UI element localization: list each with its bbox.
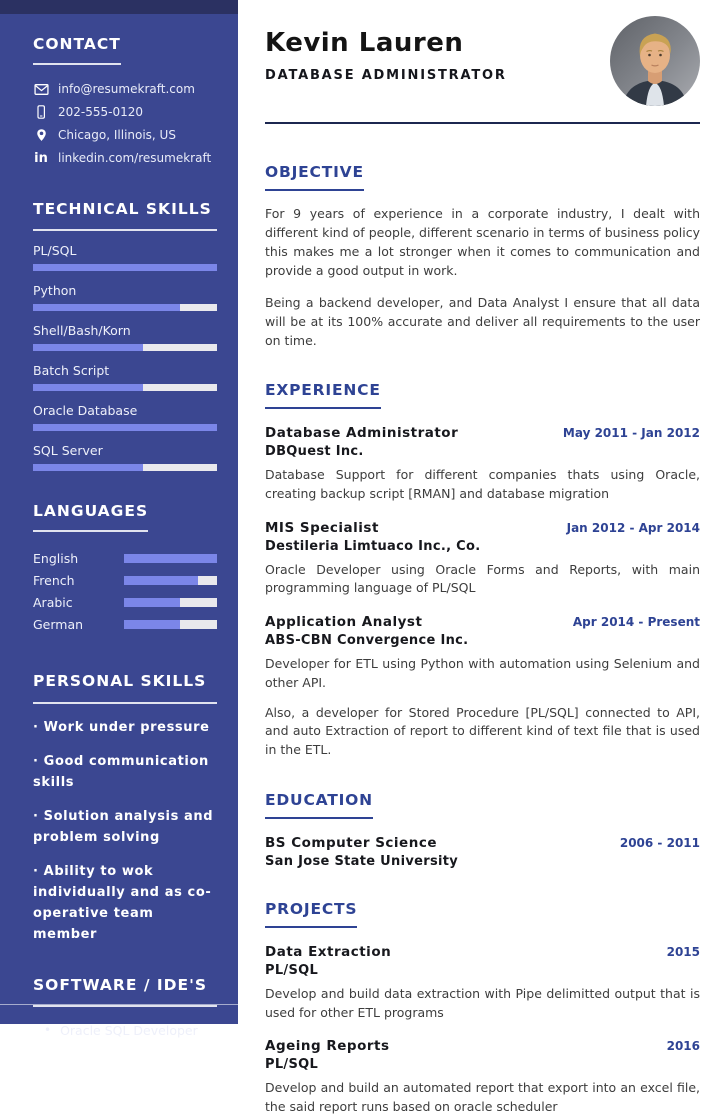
language-item <box>33 591 217 613</box>
job-dates: Apr 2014 - Present <box>572 615 700 629</box>
phone-icon <box>33 105 49 119</box>
technical-skills-section <box>33 199 217 471</box>
project-description: Develop and build data extraction with Pipe delimitted output that is used for other ETL programs <box>265 985 700 1020</box>
projects-heading: PROJECTS <box>265 900 357 928</box>
experience-section <box>265 380 700 760</box>
software-item-text: Oracle SQL Developer <box>60 1023 198 1039</box>
education-degree: BS Computer Science <box>265 834 437 851</box>
email-icon <box>33 82 49 96</box>
skill-item <box>33 243 217 271</box>
personal-skills-list <box>33 717 217 945</box>
personal-skills-section <box>33 671 217 945</box>
personal-skills-heading: PERSONAL SKILLS <box>33 671 217 703</box>
technical-skills-list <box>33 243 217 471</box>
skill-bar <box>33 264 217 271</box>
skill-item <box>33 403 217 431</box>
skill-bar <box>33 304 217 311</box>
objective-section <box>265 162 700 350</box>
language-label: German <box>33 616 84 632</box>
language-bar <box>124 554 217 563</box>
skill-bar-fill <box>33 344 143 351</box>
linkedin-icon: in <box>34 150 48 166</box>
skill-bar <box>33 424 217 431</box>
location-icon <box>33 128 49 142</box>
skill-bar-fill <box>33 264 217 271</box>
sidebar-bottom-divider <box>0 1004 238 1005</box>
skill-item <box>33 363 217 391</box>
job-description: Database Support for different companies thats using Oracle, creating backup script [RMAN] and database migration <box>265 467 700 501</box>
contact-list <box>33 82 217 165</box>
education-school: San Jose State University <box>265 853 459 869</box>
software-item <box>33 1023 217 1038</box>
contact-email-text: info@resumekraft.com <box>58 82 195 97</box>
personal-skill-item: · Ability to wok individually and as co-operative team member <box>33 861 217 945</box>
project-name: Data Extraction <box>265 943 392 960</box>
skill-label: Python <box>33 283 77 299</box>
skill-label: Shell/Bash/Korn <box>33 323 131 339</box>
job-description: Developer for ETL using Python with automation using Selenium and other API. <box>265 656 700 690</box>
skill-bar <box>33 464 217 471</box>
job-dates: May 2011 - Jan 2012 <box>562 426 700 440</box>
job-description: Also, a developer for Stored Procedure [PL/SQL] connected to API, and auto Extraction of report to different kind of text file that is used in the ETL. <box>265 704 700 757</box>
skill-label: Batch Script <box>33 363 110 379</box>
skill-label: Oracle Database <box>33 403 138 419</box>
resume-header <box>265 14 700 124</box>
language-item <box>33 547 217 569</box>
education-dates: 2006 - 2011 <box>619 835 700 850</box>
project-name: Ageing Reports <box>265 1038 390 1055</box>
personal-skill-item: · Solution analysis and problem solving <box>33 806 217 848</box>
objective-heading: OBJECTIVE <box>265 163 364 191</box>
education-section <box>265 790 700 869</box>
contact-item-phone <box>33 105 217 119</box>
job-description: Oracle Developer using Oracle Forms and Reports, with main programming language of PL/SQL <box>265 561 700 596</box>
main-column <box>238 0 724 1114</box>
projects-section <box>265 899 700 1117</box>
language-label: English <box>33 550 79 566</box>
sidebar <box>0 0 238 1039</box>
header-text-block <box>265 14 507 83</box>
objective-paragraph: Being a backend developer, and Data Analyst I ensure that all data will be at its 100% accurate and deliver all requirements to the user on time. <box>265 295 700 348</box>
language-bar-fill <box>124 620 180 629</box>
personal-skill-item: · Good communication skills <box>33 751 217 793</box>
project-date: 2015 <box>666 944 700 959</box>
skill-bar-fill <box>33 464 143 471</box>
language-label: Arabic <box>33 594 73 610</box>
contact-item-linkedin <box>33 151 217 165</box>
job-title: Database Administrator <box>265 425 459 441</box>
contact-phone-text: 202-555-0120 <box>58 105 144 120</box>
language-bar-fill <box>124 554 217 563</box>
experience-entry <box>265 520 700 599</box>
skill-bar-fill <box>33 304 180 311</box>
person-name: Kevin Lauren <box>265 28 464 58</box>
project-entry <box>265 1038 700 1117</box>
education-heading: EDUCATION <box>265 791 373 819</box>
technical-skills-heading: TECHNICAL SKILLS <box>33 199 217 231</box>
experience-entry <box>265 614 700 760</box>
language-bar-fill <box>124 598 180 607</box>
project-tech: PL/SQL <box>265 1057 319 1073</box>
skill-bar <box>33 384 217 391</box>
software-heading: SOFTWARE / IDE'S <box>33 975 217 1007</box>
skill-label: PL/SQL <box>33 243 77 259</box>
experience-entry <box>265 425 700 504</box>
objective-paragraph: For 9 years of experience in a corporate industry, I dealt with different kind of people, different scenario in terms of business policy this makes me a lot stronger when it comes to communication and provide a good output in work. <box>265 206 700 278</box>
language-bar <box>124 598 217 607</box>
language-label: French <box>33 572 75 588</box>
job-company: ABS-CBN Convergence Inc. <box>265 633 469 648</box>
skill-bar <box>33 344 217 351</box>
contact-item-email <box>33 82 217 96</box>
profile-photo <box>610 16 700 106</box>
contact-heading: CONTACT <box>33 34 121 65</box>
skill-item <box>33 323 217 351</box>
languages-section <box>33 501 217 635</box>
project-description: Develop and build an automated report that export into an excel file, the said report runs based on oracle scheduler <box>265 1080 700 1114</box>
language-bar-fill <box>124 576 198 585</box>
project-date: 2016 <box>666 1039 700 1054</box>
languages-heading: LANGUAGES <box>33 501 148 532</box>
person-job-title: DATABASE ADMINISTRATOR <box>265 68 507 83</box>
job-company: Destileria Limtuaco Inc., Co. <box>265 538 481 554</box>
personal-skill-item: · Work under pressure <box>33 717 217 738</box>
job-title: MIS Specialist <box>265 519 379 536</box>
contact-item-location <box>33 128 217 142</box>
contact-linkedin-text: linkedin.com/resumekraft <box>58 151 212 166</box>
languages-list <box>33 547 217 635</box>
experience-heading: EXPERIENCE <box>265 381 381 409</box>
job-company: DBQuest Inc. <box>265 444 364 459</box>
sidebar-top-strip <box>0 0 238 14</box>
language-item <box>33 569 217 591</box>
profile-photo-illustration <box>610 16 700 106</box>
skill-item <box>33 283 217 311</box>
education-entry <box>265 835 700 869</box>
skill-item <box>33 443 217 471</box>
skill-bar-fill <box>33 424 217 431</box>
skill-bar-fill <box>33 384 143 391</box>
project-tech: PL/SQL <box>265 962 319 978</box>
project-entry <box>265 944 700 1023</box>
job-dates: Jan 2012 - Apr 2014 <box>566 520 700 535</box>
language-bar <box>124 576 217 585</box>
bullet-icon: • <box>44 1023 52 1038</box>
language-item <box>33 613 217 635</box>
job-title: Application Analyst <box>265 614 423 630</box>
language-bar <box>124 620 217 629</box>
contact-location-text: Chicago, Illinois, US <box>58 128 176 143</box>
skill-label: SQL Server <box>33 443 103 459</box>
software-section <box>33 975 217 1038</box>
